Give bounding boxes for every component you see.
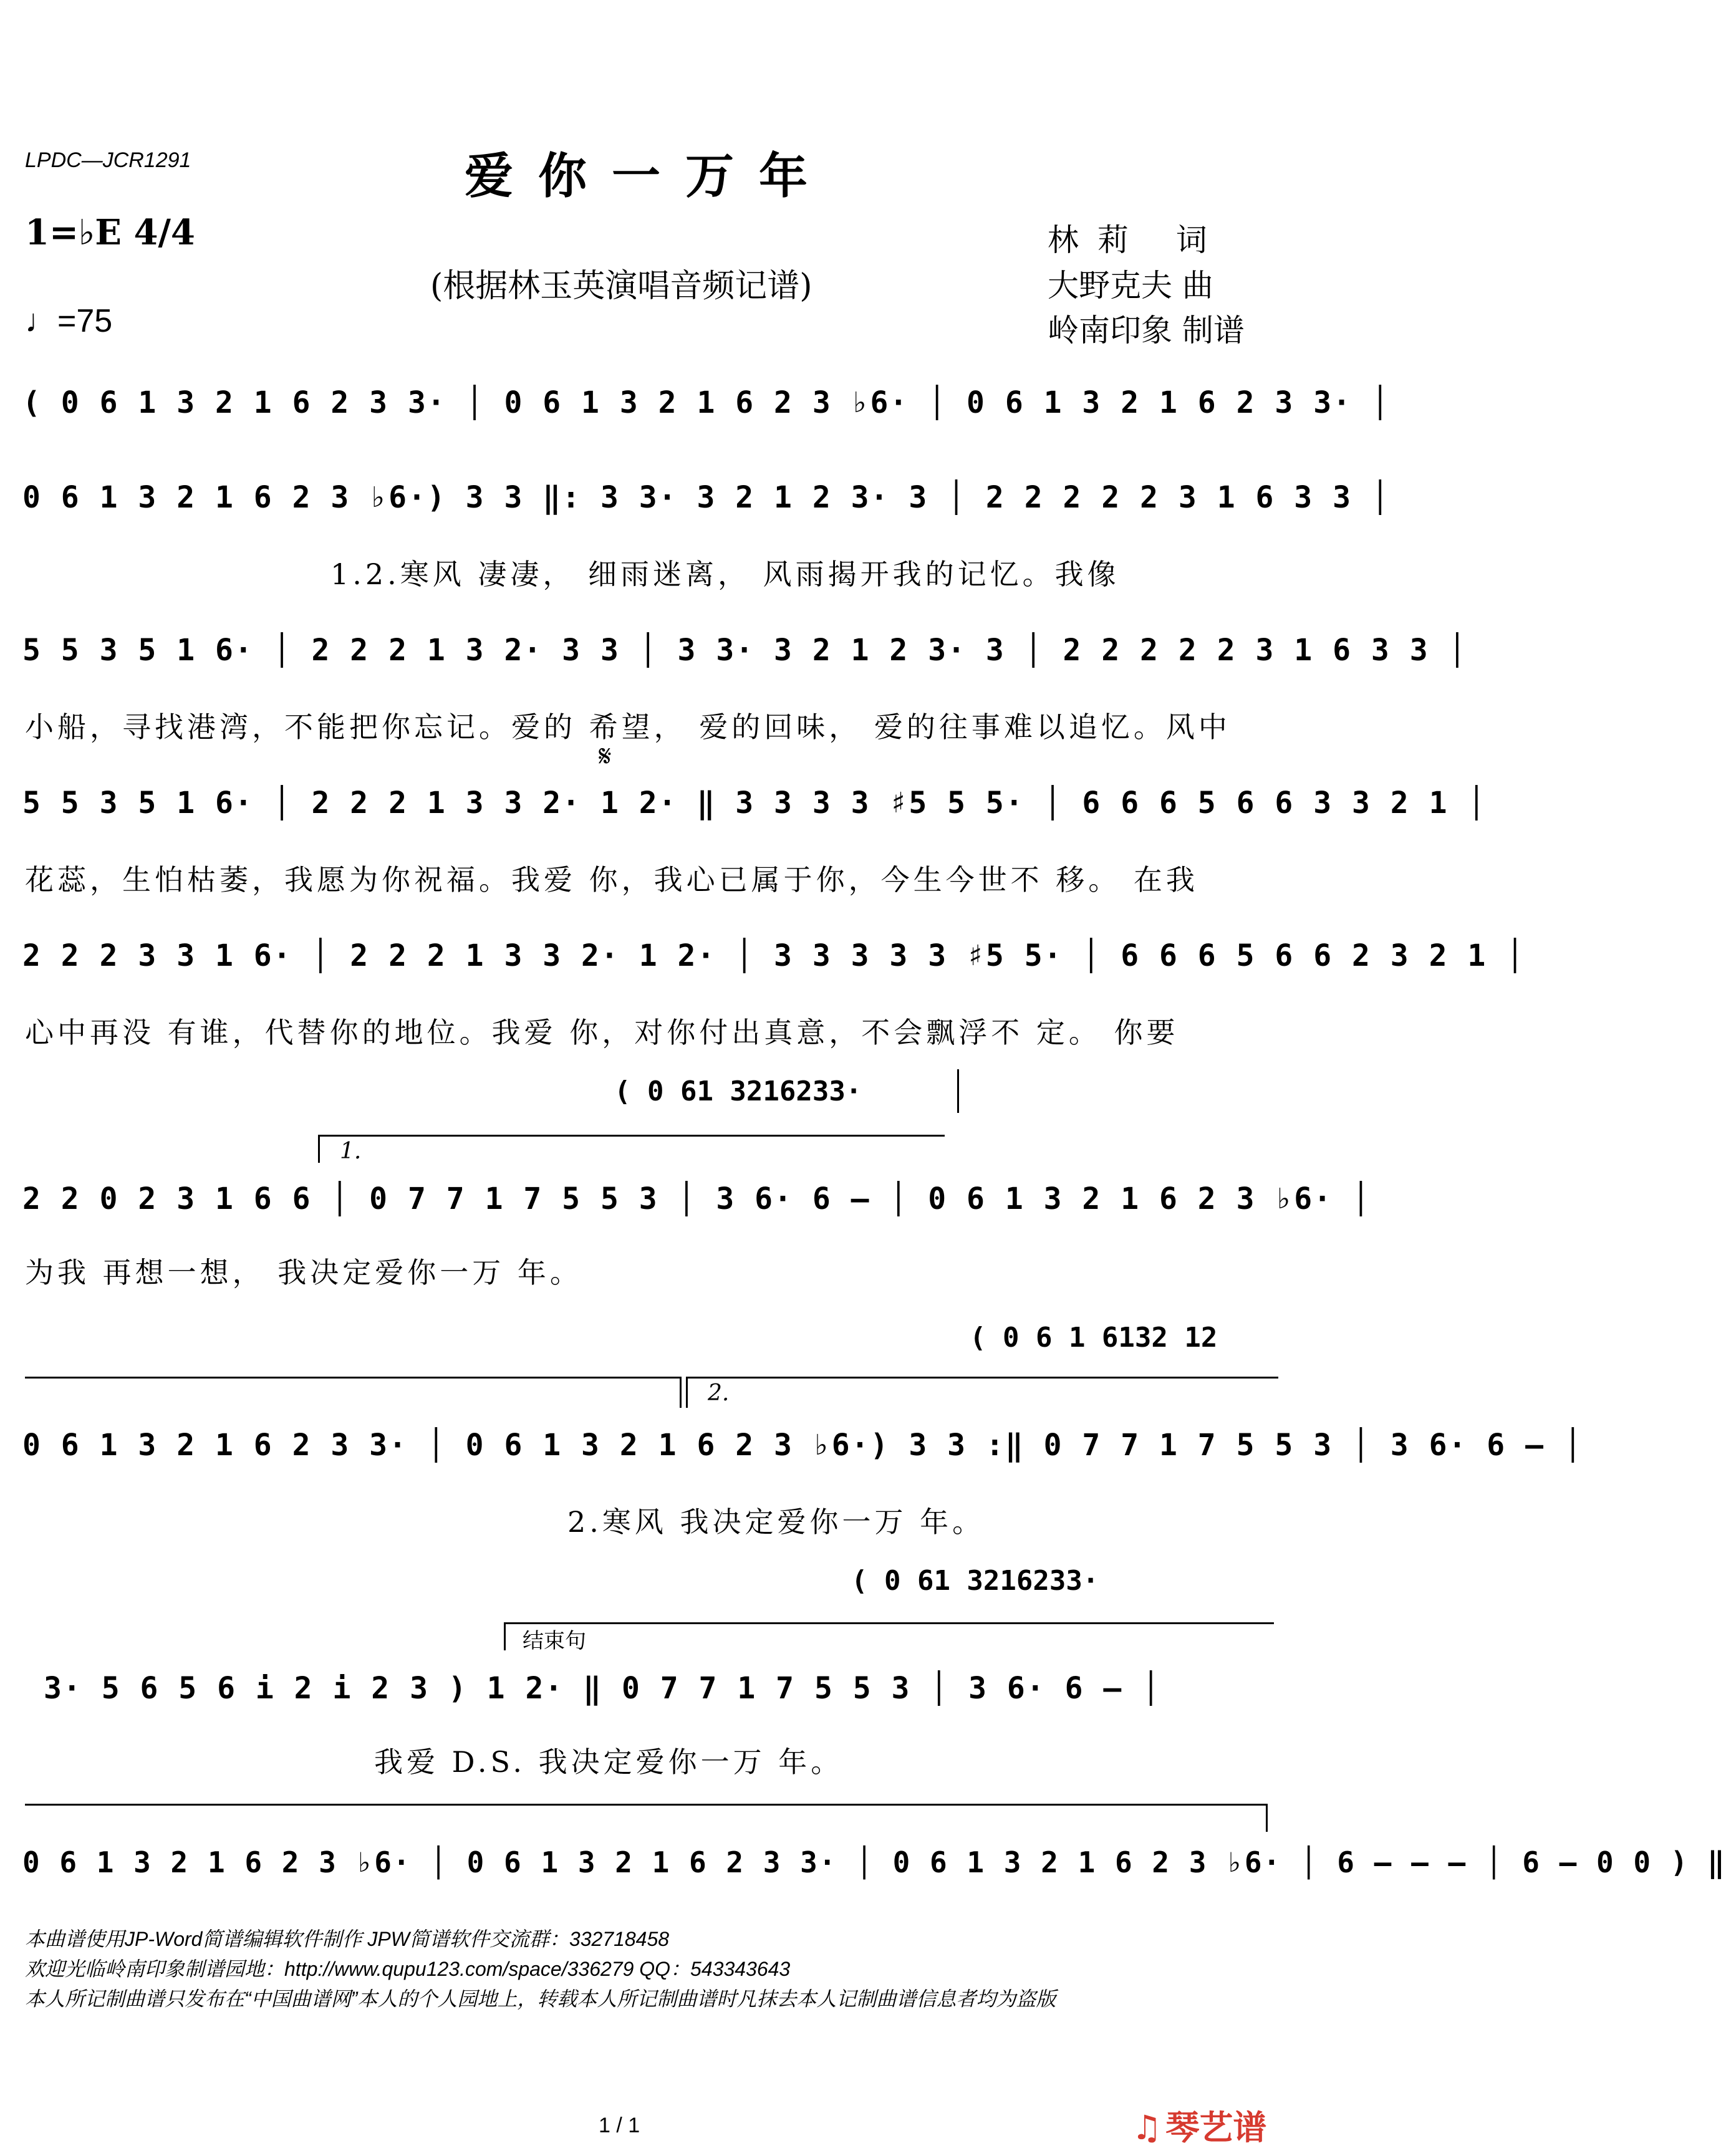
arranger-credit: 岭南印象 制谱: [1048, 312, 1245, 349]
lyrics-row-2: 1.2.寒风 凄凄， 细雨迷离， 风雨揭开我的记忆。我像: [330, 557, 1120, 591]
score-row-7: 0 6 1 3 2 1 6 2 3 3· │ 0 6 1 3 2 1 6 2 3 ♭6·) 3 3 :‖ 0 7 7 1 7 5 5 3 │ 3 6· 6 – │: [22, 1428, 1583, 1463]
lyrics-row-8: 我爱 D.S. 我决定爱你一万 年。: [374, 1745, 844, 1779]
intro-cue-row-6: ( 0 61 3216233·: [614, 1076, 862, 1107]
site-logo[interactable]: [1132, 2101, 1266, 2149]
footer-line-2: 欢迎光临岭南印象制谱园地：http://www.qupu123.com/space/336279 QQ：543343643: [25, 1958, 791, 1980]
score-row-3: 5 5 3 5 1 6· │ 2 2 2 1 3 2· 3 3 │ 3 3· 3 2 1 2 3· 3 │ 2 2 2 2 2 3 1 6 3 3 │: [22, 633, 1468, 668]
song-title: 爱你一万年: [464, 148, 832, 205]
intro-cue-row-8: ( 0 61 3216233·: [851, 1565, 1099, 1597]
footer-line-1: 本曲谱使用JP-Word简谱编辑软件制作 JPW简谱软件交流群：332718458: [25, 1928, 670, 1950]
volta-2-hook: [686, 1377, 688, 1408]
score-row-6: 2 2 0 2 3 1 6 6 │ 0 7 7 1 7 5 5 3 │ 3 6· 6 – │ 0 6 1 3 2 1 6 2 3 ♭6· │: [22, 1181, 1371, 1216]
lyricist-credit: 林莉 词: [1048, 222, 1226, 258]
ending-label: 结束句: [523, 1629, 586, 1653]
score-row-5: 2 2 2 3 3 1 6· │ 2 2 2 1 3 3 2· 1 2· │ 3 3 3 3 3 ♯5 5· │ 6 6 6 5 6 6 2 3 2 1 │: [22, 938, 1526, 973]
page-number: 1 / 1: [599, 2114, 640, 2137]
score-row-1: ( 0 6 1 3 2 1 6 2 3 3· │ 0 6 1 3 2 1 6 2 3 ♭6· │ 0 6 1 3 2 1 6 2 3 3· │: [22, 385, 1391, 420]
lyrics-row-4: 花蕊，生怕枯萎，我愿为你祝福。我爱 你，我心已属于你，今生今世不 移。 在我: [25, 863, 1198, 897]
score-row-2: 0 6 1 3 2 1 6 2 3 ♭6·) 3 3 ‖: 3 3· 3 2 1 2 3· 3 │ 2 2 2 2 2 3 1 6 3 3 │: [22, 480, 1391, 515]
cue-barline-6: [957, 1069, 959, 1113]
lyrics-row-3: 小船，寻找港湾，不能把你忘记。爱的 希望， 爱的回味， 爱的往事难以追忆。风中: [25, 710, 1231, 744]
score-row-4: 5 5 3 5 1 6· │ 2 2 2 1 3 3 2· 1 2· ‖ 3 3 3 3 ♯5 5 5· │ 6 6 6 5 6 6 3 3 2 1 │: [22, 786, 1487, 821]
composer-credit: 大野克夫 曲: [1048, 267, 1213, 304]
score-row-8: 3· 5 6 5 6 i 2 i 2 3 ) 1 2· ‖ 0 7 7 1 7 5 5 3 │ 3 6· 6 – │: [44, 1671, 1162, 1706]
final-system-hook: [1266, 1804, 1268, 1832]
lyrics-row-7: 2.寒风 我决定爱你一万 年。: [567, 1505, 985, 1539]
ending-bracket: [504, 1622, 1274, 1624]
ending-hook: [504, 1622, 506, 1650]
key-signature: 1=♭E 4/4: [25, 212, 195, 253]
volta-1-end-hook: [680, 1377, 682, 1408]
volta-1-label: 1.: [340, 1138, 362, 1164]
volta-1-bracket-cont: [25, 1377, 680, 1379]
volta-2-label: 2.: [708, 1380, 730, 1406]
score-row-9: 0 6 1 3 2 1 6 2 3 ♭6· │ 0 6 1 3 2 1 6 2 3 3· │ 0 6 1 3 2 1 6 2 3 ♭6· │ 6 – – – │ 6 – 0 0 ) ‖: [22, 1846, 1726, 1879]
score-code: LPDC—JCR1291: [25, 148, 191, 172]
volta-1-bracket: [318, 1135, 945, 1137]
site-logo-text: 琴艺谱: [1165, 2108, 1267, 2147]
intro-cue-row-7: ( 0 6 1 6132 12: [970, 1322, 1218, 1354]
music-note-icon: ♫: [1132, 2108, 1162, 2147]
lyrics-row-6: 为我 再想一想， 我决定爱你一万 年。: [25, 1256, 582, 1289]
volta-2-bracket: [686, 1377, 1278, 1379]
tempo-marking: ♩=75: [25, 303, 113, 339]
segno-sign: 𝄋: [599, 739, 612, 774]
footer-line-3: 本人所记制曲谱只发布在“中国曲谱网”本人的个人园地上，转载本人所记制曲谱时凡抹去本人记制曲谱信息者均为盗版: [25, 1988, 1056, 2010]
volta-1-hook: [318, 1135, 320, 1163]
final-system-bracket: [25, 1804, 1266, 1806]
lyrics-row-5: 心中再没 有谁，代替你的地位。我爱 你，对你付出真意，不会飘浮不 定。 你要: [25, 1016, 1179, 1049]
subtitle: (根据林玉英演唱音频记谱): [430, 267, 812, 305]
